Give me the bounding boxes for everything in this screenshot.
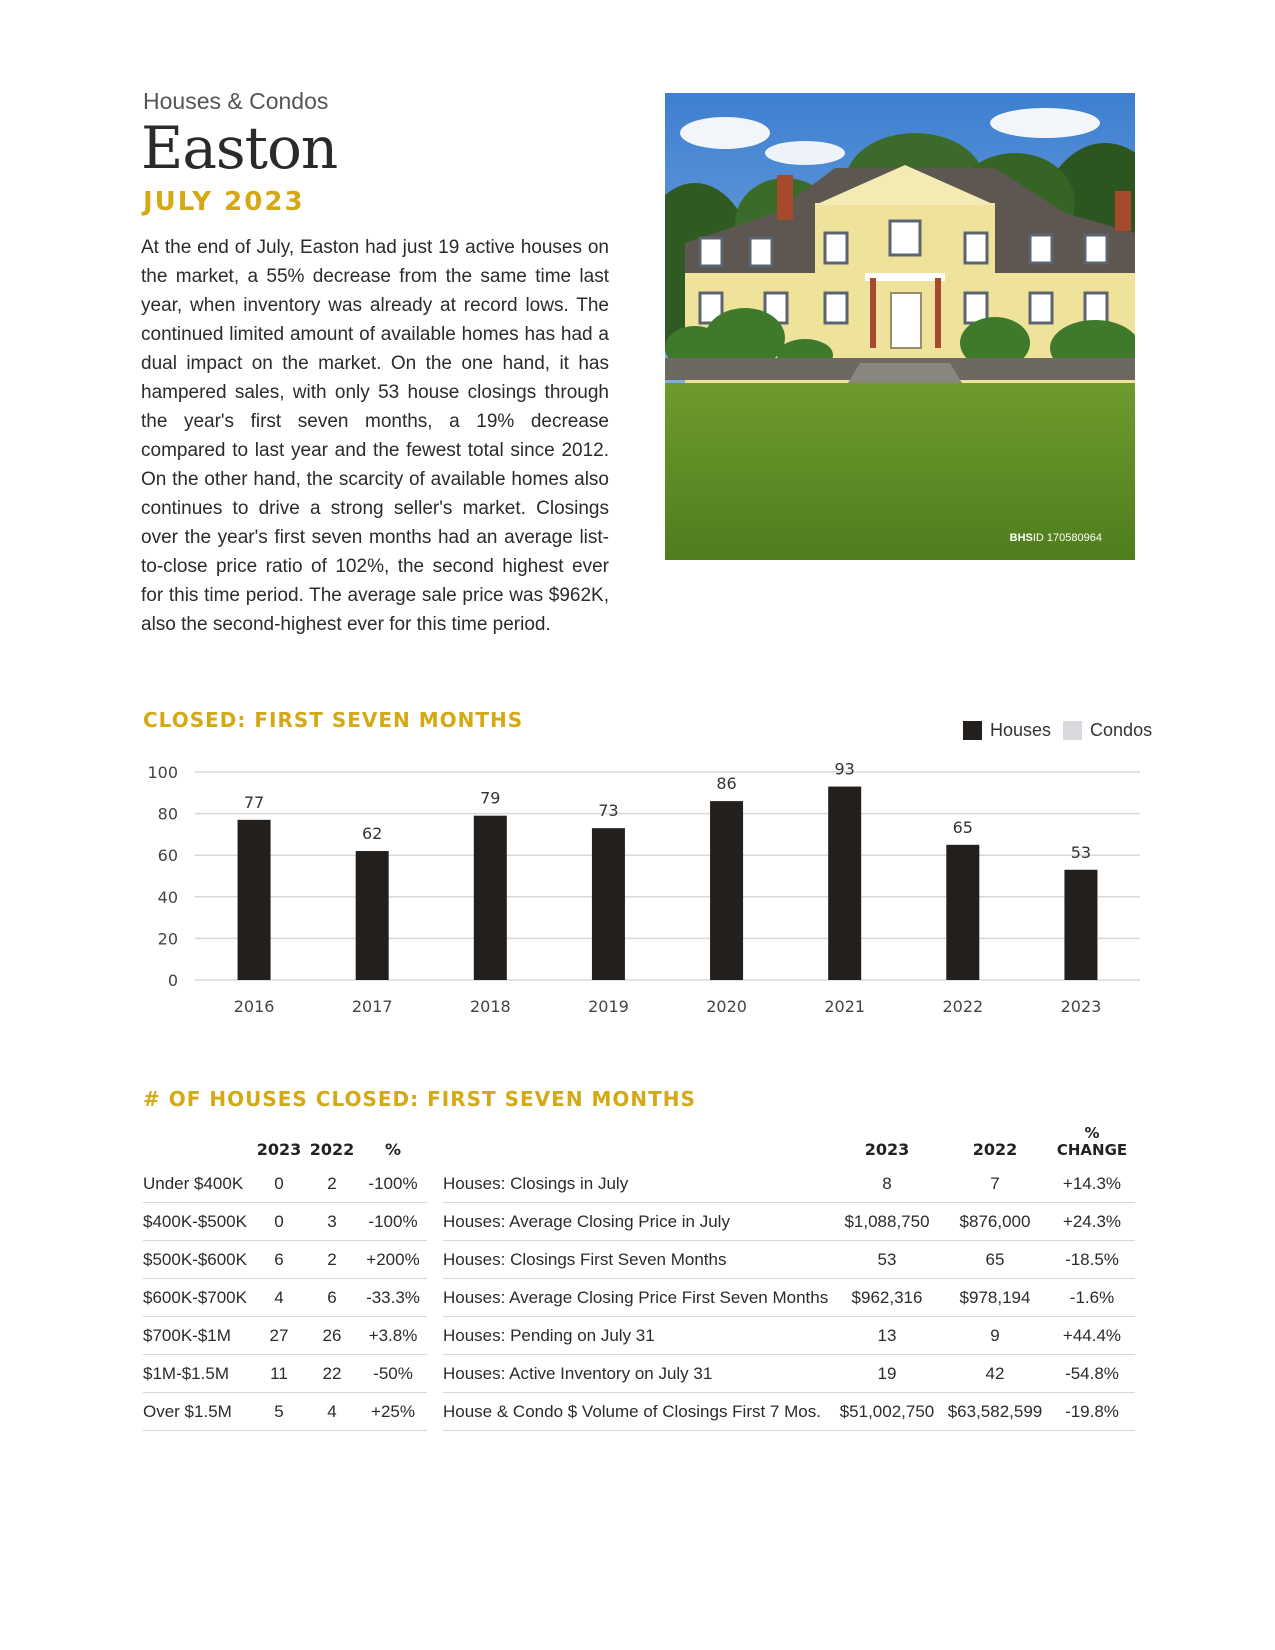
price-table-row-cell: 0 [253,1165,305,1203]
bar-houses [356,851,389,980]
price-table-row-cell: 4 [305,1393,359,1431]
price-table-row-cell: 27 [253,1317,305,1355]
x-tick-label: 2022 [942,997,984,1016]
stats-col-label [443,1115,833,1165]
bar-data-label: 93 [834,759,855,779]
stats-table-row-cell: -19.8% [1049,1393,1135,1431]
legend-condos-swatch [1063,721,1082,740]
stats-table-row-cell: $51,002,750 [833,1393,941,1431]
stats-col-change: CHANGE [1056,1141,1128,1159]
price-table-row [143,1393,427,1431]
price-table-row-cell: -50% [359,1355,427,1393]
price-table-row-cell: -33.3% [359,1279,427,1317]
stats-table-row-cell: $978,194 [941,1279,1049,1317]
report-date: JULY 2023 [143,187,305,217]
intro-paragraph: At the end of July, Easton had just 19 active houses on the market, a 55% decrease from the same time last year, when inventory was already at record lows. The continued limited amount of available homes has had a dual impact on the market. On the one hand, it has hampered sales, with only 53 house closings through the year's first seven months, a 19% decrease compared to last year and the fewest total since 2012. On the other hand, the scarcity of available homes also continues to drive a strong seller's market. Closings over the year's first seven months had an average list-to-close price ratio of 102%, the second highest ever for this time period. The average sale price was $962K, also the second-highest ever for this time period. [141,237,609,635]
bar-data-label: 73 [598,801,619,821]
y-tick-label: 0 [167,971,178,990]
stats-table-row-cell: 13 [833,1317,941,1355]
price-table-row [143,1165,427,1203]
stats-table-row-label: House & Condo $ Volume of Closings First 7 Mos. [443,1393,833,1431]
price-table-row-cell: 4 [253,1279,305,1317]
stats-table-row-cell: 7 [941,1165,1049,1203]
stats-table-row-label: Houses: Average Closing Price First Seven Months [443,1279,833,1317]
stats-col-pct: % [1084,1124,1100,1142]
stats-table-row-cell: $1,088,750 [833,1203,941,1241]
stats-table-row [443,1279,1135,1317]
x-tick-label: 2020 [706,997,747,1016]
price-table-row-label: $1M-$1.5M [143,1355,253,1393]
stats-table-header [443,1115,1135,1165]
price-table-row-cell: 0 [253,1203,305,1241]
bar-houses [946,845,979,980]
x-tick-label: 2017 [351,997,393,1016]
price-table-row-cell: 6 [253,1241,305,1279]
price-col-2023: 2023 [256,1140,302,1159]
price-table-row-label: Under $400K [143,1165,253,1203]
y-tick-label: 60 [157,846,178,866]
price-table-row-cell: 2 [305,1165,359,1203]
house-illustration [665,93,1135,560]
stats-table-row [443,1355,1135,1393]
bar-houses [828,787,861,980]
price-table-row [143,1355,427,1393]
stats-table-row-cell: -54.8% [1049,1355,1135,1393]
stats-table-row-cell: $876,000 [941,1203,1049,1241]
legend-houses-label: Houses [990,720,1052,740]
bar-data-label: 65 [952,817,973,837]
price-table-row-label: $600K-$700K [143,1279,253,1317]
stats-table-row-label: Houses: Closings First Seven Months [443,1241,833,1279]
price-table-header [143,1115,427,1165]
price-table-row-cell: +3.8% [359,1317,427,1355]
price-table-row-cell: 5 [253,1393,305,1431]
bar-houses [474,816,507,980]
y-tick-label: 100 [147,763,178,782]
chart-heading: CLOSED: FIRST SEVEN MONTHS [143,708,524,732]
subtitle: Houses & Condos [143,88,329,114]
price-table-row-cell: -100% [359,1165,427,1203]
stats-table-row-cell: +24.3% [1049,1203,1135,1241]
stats-table-row-cell: -1.6% [1049,1279,1135,1317]
x-tick-label: 2021 [824,997,866,1016]
x-tick-label: 2019 [588,997,629,1016]
price-table-row-cell: 11 [253,1355,305,1393]
stats-table-row-cell: 53 [833,1241,941,1279]
y-tick-label: 20 [157,929,178,949]
stats-table-row-cell: 19 [833,1355,941,1393]
bar-houses [238,820,271,980]
price-table-row [143,1279,427,1317]
bar-houses [592,828,625,980]
price-table-row-label: $700K-$1M [143,1317,253,1355]
price-table-row-cell: -100% [359,1203,427,1241]
bar-houses [1064,870,1097,980]
stats-table-row [443,1317,1135,1355]
stats-table-row [443,1393,1135,1431]
stats-table-row-label: Houses: Active Inventory on July 31 [443,1355,833,1393]
price-table-row-label: $400K-$500K [143,1203,253,1241]
stats-table-row-cell: 65 [941,1241,1049,1279]
price-table-row-cell: 22 [305,1355,359,1393]
stats-table-row-cell: 42 [941,1355,1049,1393]
photo-credit: BHSID 170580964 [1009,532,1102,544]
stats-table-row-label: Houses: Closings in July [443,1165,833,1203]
legend-houses [963,720,1051,741]
legend-condos-label: Condos [1090,720,1153,740]
price-table-row-cell: 6 [305,1279,359,1317]
chart-legend [963,720,1164,741]
stats-table-row-cell: 9 [941,1317,1049,1355]
stats-table-row [443,1241,1135,1279]
price-table-row [143,1241,427,1279]
price-table-row-label: $500K-$600K [143,1241,253,1279]
closings-bar-chart [130,750,1140,1025]
price-table-row-label: Over $1.5M [143,1393,253,1431]
bar-data-label: 79 [480,788,501,808]
x-tick-label: 2016 [233,997,275,1016]
page-title: Easton [141,114,338,182]
stats-table-row [443,1203,1135,1241]
price-col-2022: 2022 [309,1140,355,1159]
stats-table-row-label: Houses: Pending on July 31 [443,1317,833,1355]
price-table-row-cell: +200% [359,1241,427,1279]
stats-table-row-cell: +44.4% [1049,1317,1135,1355]
stats-table-row-label: Houses: Average Closing Price in July [443,1203,833,1241]
bar-data-label: 53 [1070,842,1092,862]
bar-data-label: 62 [362,824,383,844]
stats-table-row-cell: $63,582,599 [941,1393,1049,1431]
bar-data-label: 86 [716,774,737,794]
price-table-row-cell: +25% [359,1393,427,1431]
stats-table-row-cell: 8 [833,1165,941,1203]
stats-table-row-cell: +14.3% [1049,1165,1135,1203]
price-table-row-cell: 2 [305,1241,359,1279]
price-table-row [143,1317,427,1355]
stats-table-row-cell: -18.5% [1049,1241,1135,1279]
stats-table-row-cell: $962,316 [833,1279,941,1317]
bar-houses [710,801,743,980]
x-tick-label: 2018 [469,997,511,1016]
x-tick-label: 2023 [1060,997,1102,1016]
stats-col-2022: 2022 [972,1140,1018,1159]
price-table-row-cell: 26 [305,1317,359,1355]
price-table-row-cell: 3 [305,1203,359,1241]
legend-condos [1063,720,1152,741]
stats-table-row [443,1165,1135,1203]
market-stats-table [443,1115,1135,1431]
stats-col-pct-change [1049,1115,1135,1165]
price-range-table [143,1115,427,1431]
table-heading: # OF HOUSES CLOSED: FIRST SEVEN MONTHS [143,1087,696,1111]
price-col-pct: % [384,1140,402,1159]
stats-col-2023: 2023 [864,1140,910,1159]
house-photo [665,93,1135,560]
price-col-range [143,1115,253,1165]
y-tick-label: 40 [157,887,178,907]
price-table-row [143,1203,427,1241]
bar-data-label: 77 [243,792,265,812]
legend-houses-swatch [963,721,982,740]
y-tick-label: 80 [157,804,178,824]
